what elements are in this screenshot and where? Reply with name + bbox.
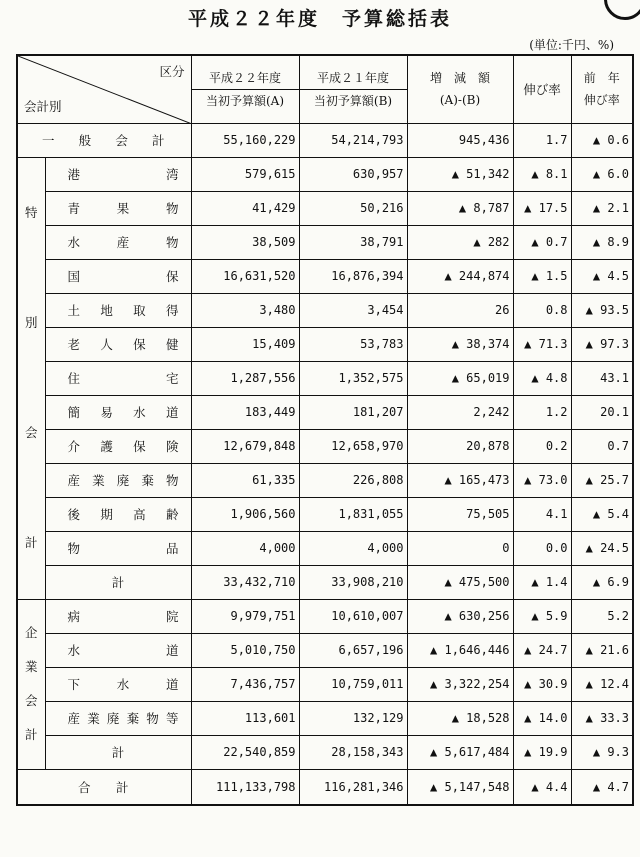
header-col-e-top: 前 年 bbox=[583, 71, 620, 86]
special-item-9-b: 226,808 bbox=[299, 463, 407, 497]
enterprise-item-0-name: 病院 bbox=[45, 599, 191, 633]
special-item-6-name: 住宅 bbox=[45, 361, 191, 395]
special-item-2-name: 水産物 bbox=[45, 225, 191, 259]
enterprise-item-2-e: ▲ 12.4 bbox=[571, 667, 633, 701]
special-item-7-a: 183,449 bbox=[191, 395, 299, 429]
enterprise-item-2-row bbox=[17, 667, 633, 701]
enterprise-item-1-row bbox=[17, 633, 633, 667]
special-item-10-a: 1,906,560 bbox=[191, 497, 299, 531]
special-item-9-name: 産業廃棄物 bbox=[45, 463, 191, 497]
special-item-0-row bbox=[17, 157, 633, 191]
special-item-4-d: 0.8 bbox=[513, 293, 571, 327]
special-item-5-b: 53,783 bbox=[299, 327, 407, 361]
enterprise-item-0-row bbox=[17, 599, 633, 633]
special-item-11-d: 0.0 bbox=[513, 531, 571, 565]
enterprise-group-label-char: 会 bbox=[24, 693, 38, 708]
enterprise-item-3-a: 113,601 bbox=[191, 701, 299, 735]
special-item-8-d: 0.2 bbox=[513, 429, 571, 463]
special-item-0-e: ▲ 6.0 bbox=[571, 157, 633, 191]
special-item-3-a: 16,631,520 bbox=[191, 259, 299, 293]
enterprise-item-3-b: 132,129 bbox=[299, 701, 407, 735]
grand-total-e: ▲ 4.7 bbox=[571, 769, 633, 805]
header-row bbox=[17, 55, 633, 123]
enterprise-group-label-char: 業 bbox=[24, 659, 38, 674]
special-item-4-row bbox=[17, 293, 633, 327]
special-subtotal-d: ▲ 1.4 bbox=[513, 565, 571, 599]
special-item-7-c: 2,242 bbox=[407, 395, 513, 429]
general-d: 1.7 bbox=[513, 123, 571, 157]
grand-total-row bbox=[17, 769, 633, 805]
special-item-9-d: ▲ 73.0 bbox=[513, 463, 571, 497]
header-col-a bbox=[191, 55, 299, 123]
special-item-5-row bbox=[17, 327, 633, 361]
special-item-5-name: 老人保健 bbox=[45, 327, 191, 361]
enterprise-item-0-a: 9,979,751 bbox=[191, 599, 299, 633]
header-col-c-bottom: (A)-(B) bbox=[439, 93, 481, 108]
special-item-5-c: ▲ 38,374 bbox=[407, 327, 513, 361]
general-row bbox=[17, 123, 633, 157]
special-item-6-e: 43.1 bbox=[571, 361, 633, 395]
special-item-2-d: ▲ 0.7 bbox=[513, 225, 571, 259]
special-item-9-row bbox=[17, 463, 633, 497]
header-col-a-bottom: 当初予算額(A) bbox=[192, 89, 299, 112]
header-col-b bbox=[299, 55, 407, 123]
general-b: 54,214,793 bbox=[299, 123, 407, 157]
header-col-c bbox=[407, 55, 513, 123]
special-item-7-d: 1.2 bbox=[513, 395, 571, 429]
special-item-10-d: 4.1 bbox=[513, 497, 571, 531]
special-item-3-d: ▲ 1.5 bbox=[513, 259, 571, 293]
enterprise-item-2-a: 7,436,757 bbox=[191, 667, 299, 701]
enterprise-item-2-d: ▲ 30.9 bbox=[513, 667, 571, 701]
special-subtotal-b: 33,908,210 bbox=[299, 565, 407, 599]
grand-total-b: 116,281,346 bbox=[299, 769, 407, 805]
special-item-1-d: ▲ 17.5 bbox=[513, 191, 571, 225]
special-item-6-row bbox=[17, 361, 633, 395]
enterprise-item-3-c: ▲ 18,528 bbox=[407, 701, 513, 735]
special-item-11-b: 4,000 bbox=[299, 531, 407, 565]
enterprise-subtotal-a: 22,540,859 bbox=[191, 735, 299, 769]
budget-table bbox=[16, 54, 634, 806]
special-item-2-row bbox=[17, 225, 633, 259]
special-item-8-e: 0.7 bbox=[571, 429, 633, 463]
special-item-3-row bbox=[17, 259, 633, 293]
special-item-0-b: 630,957 bbox=[299, 157, 407, 191]
special-item-0-name: 港湾 bbox=[45, 157, 191, 191]
special-item-8-c: 20,878 bbox=[407, 429, 513, 463]
special-item-1-name: 青果物 bbox=[45, 191, 191, 225]
special-item-5-a: 15,409 bbox=[191, 327, 299, 361]
corner-bottom-label: 会計別 bbox=[24, 98, 62, 114]
enterprise-item-0-d: ▲ 5.9 bbox=[513, 599, 571, 633]
special-item-10-row bbox=[17, 497, 633, 531]
enterprise-group-label-char: 企 bbox=[24, 625, 38, 640]
enterprise-item-3-e: ▲ 33.3 bbox=[571, 701, 633, 735]
general-name: 一般会計 bbox=[17, 123, 191, 157]
special-item-10-c: 75,505 bbox=[407, 497, 513, 531]
special-item-4-name: 土地取得 bbox=[45, 293, 191, 327]
enterprise-item-2-c: ▲ 3,322,254 bbox=[407, 667, 513, 701]
enterprise-item-1-c: ▲ 1,646,446 bbox=[407, 633, 513, 667]
header-col-b-bottom: 当初予算額(B) bbox=[300, 89, 407, 112]
header-col-e bbox=[571, 55, 633, 123]
special-group-label bbox=[17, 157, 45, 599]
special-item-10-b: 1,831,055 bbox=[299, 497, 407, 531]
header-col-e-bottom: 伸び率 bbox=[583, 93, 620, 108]
enterprise-item-1-e: ▲ 21.6 bbox=[571, 633, 633, 667]
special-item-4-e: ▲ 93.5 bbox=[571, 293, 633, 327]
special-item-0-a: 579,615 bbox=[191, 157, 299, 191]
enterprise-item-1-b: 6,657,196 bbox=[299, 633, 407, 667]
enterprise-group-label bbox=[17, 599, 45, 769]
special-item-4-a: 3,480 bbox=[191, 293, 299, 327]
special-item-5-d: ▲ 71.3 bbox=[513, 327, 571, 361]
corner-top-label: 区分 bbox=[159, 64, 185, 79]
special-item-9-e: ▲ 25.7 bbox=[571, 463, 633, 497]
enterprise-subtotal-name: 計 bbox=[45, 735, 191, 769]
special-item-11-e: ▲ 24.5 bbox=[571, 531, 633, 565]
special-item-2-c: ▲ 282 bbox=[407, 225, 513, 259]
enterprise-item-3-name: 産業廃棄物等 bbox=[45, 701, 191, 735]
enterprise-subtotal-c: ▲ 5,617,484 bbox=[407, 735, 513, 769]
enterprise-item-0-b: 10,610,007 bbox=[299, 599, 407, 633]
grand-total-a: 111,133,798 bbox=[191, 769, 299, 805]
enterprise-item-3-d: ▲ 14.0 bbox=[513, 701, 571, 735]
special-item-11-row bbox=[17, 531, 633, 565]
special-item-3-b: 16,876,394 bbox=[299, 259, 407, 293]
special-item-1-row bbox=[17, 191, 633, 225]
special-item-9-a: 61,335 bbox=[191, 463, 299, 497]
special-item-2-e: ▲ 8.9 bbox=[571, 225, 633, 259]
enterprise-subtotal-d: ▲ 19.9 bbox=[513, 735, 571, 769]
special-item-7-row bbox=[17, 395, 633, 429]
special-item-6-c: ▲ 65,019 bbox=[407, 361, 513, 395]
general-e: ▲ 0.6 bbox=[571, 123, 633, 157]
special-item-11-name: 物品 bbox=[45, 531, 191, 565]
enterprise-subtotal-row bbox=[17, 735, 633, 769]
special-item-2-b: 38,791 bbox=[299, 225, 407, 259]
enterprise-item-1-a: 5,010,750 bbox=[191, 633, 299, 667]
enterprise-item-2-b: 10,759,011 bbox=[299, 667, 407, 701]
special-group-label-char: 会 bbox=[24, 425, 38, 440]
header-col-c-top: 増 減 額 bbox=[429, 71, 490, 86]
special-item-10-name: 後期高齢 bbox=[45, 497, 191, 531]
special-item-8-a: 12,679,848 bbox=[191, 429, 299, 463]
special-item-8-b: 12,658,970 bbox=[299, 429, 407, 463]
special-item-11-a: 4,000 bbox=[191, 531, 299, 565]
special-group-label-char: 特 bbox=[24, 205, 38, 220]
special-item-3-c: ▲ 244,874 bbox=[407, 259, 513, 293]
special-item-3-e: ▲ 4.5 bbox=[571, 259, 633, 293]
enterprise-subtotal-b: 28,158,343 bbox=[299, 735, 407, 769]
special-group-label-char: 計 bbox=[24, 535, 38, 550]
special-item-4-b: 3,454 bbox=[299, 293, 407, 327]
special-subtotal-row bbox=[17, 565, 633, 599]
enterprise-item-2-name: 下水道 bbox=[45, 667, 191, 701]
special-item-1-e: ▲ 2.1 bbox=[571, 191, 633, 225]
special-item-9-c: ▲ 165,473 bbox=[407, 463, 513, 497]
enterprise-group-label-char: 計 bbox=[24, 727, 38, 742]
special-item-10-e: ▲ 5.4 bbox=[571, 497, 633, 531]
header-col-a-top: 平成２２年度 bbox=[208, 70, 281, 85]
unit-note: (単位:千円、%) bbox=[529, 38, 614, 52]
special-item-0-c: ▲ 51,342 bbox=[407, 157, 513, 191]
enterprise-item-1-name: 水道 bbox=[45, 633, 191, 667]
special-item-1-b: 50,216 bbox=[299, 191, 407, 225]
grand-total-c: ▲ 5,147,548 bbox=[407, 769, 513, 805]
special-item-6-b: 1,352,575 bbox=[299, 361, 407, 395]
special-item-4-c: 26 bbox=[407, 293, 513, 327]
special-item-8-name: 介護保険 bbox=[45, 429, 191, 463]
enterprise-item-3-row bbox=[17, 701, 633, 735]
special-group-label-char: 別 bbox=[24, 315, 38, 330]
header-corner bbox=[17, 55, 191, 123]
header-col-b-top: 平成２１年度 bbox=[316, 70, 389, 85]
special-subtotal-name: 計 bbox=[45, 565, 191, 599]
special-item-7-e: 20.1 bbox=[571, 395, 633, 429]
special-item-6-a: 1,287,556 bbox=[191, 361, 299, 395]
special-subtotal-c: ▲ 475,500 bbox=[407, 565, 513, 599]
special-subtotal-a: 33,432,710 bbox=[191, 565, 299, 599]
special-item-0-d: ▲ 8.1 bbox=[513, 157, 571, 191]
enterprise-item-0-e: 5.2 bbox=[571, 599, 633, 633]
special-item-1-a: 41,429 bbox=[191, 191, 299, 225]
special-item-3-name: 国保 bbox=[45, 259, 191, 293]
grand-total-d: ▲ 4.4 bbox=[513, 769, 571, 805]
special-item-11-c: 0 bbox=[407, 531, 513, 565]
header-col-d: 伸び率 bbox=[513, 55, 571, 123]
general-c: 945,436 bbox=[407, 123, 513, 157]
special-item-1-c: ▲ 8,787 bbox=[407, 191, 513, 225]
special-item-7-b: 181,207 bbox=[299, 395, 407, 429]
enterprise-item-1-d: ▲ 24.7 bbox=[513, 633, 571, 667]
grand-total-name: 合計 bbox=[17, 769, 191, 805]
special-item-5-e: ▲ 97.3 bbox=[571, 327, 633, 361]
special-item-8-row bbox=[17, 429, 633, 463]
special-item-6-d: ▲ 4.8 bbox=[513, 361, 571, 395]
special-item-7-name: 簡易水道 bbox=[45, 395, 191, 429]
enterprise-item-0-c: ▲ 630,256 bbox=[407, 599, 513, 633]
general-a: 55,160,229 bbox=[191, 123, 299, 157]
page-title: 平成２２年度 予算総括表 bbox=[187, 8, 452, 30]
special-subtotal-e: ▲ 6.9 bbox=[571, 565, 633, 599]
enterprise-subtotal-e: ▲ 9.3 bbox=[571, 735, 633, 769]
special-item-2-a: 38,509 bbox=[191, 225, 299, 259]
